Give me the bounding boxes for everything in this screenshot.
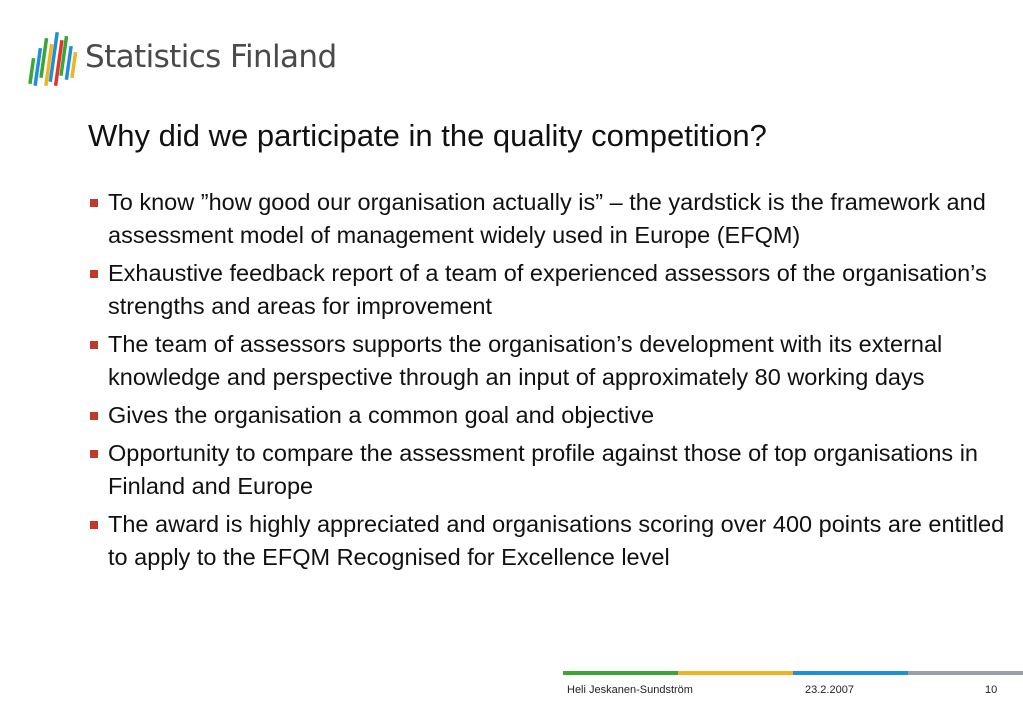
page-number: 10 [985, 684, 998, 696]
footer-date: 23.2.2007 [805, 684, 854, 696]
slide-title: Why did we participate in the quality competition? [88, 118, 767, 153]
bullet-text: To know ”how good our organisation actually is” – the yardstick is the framework and assessment model of management widely used in Europe (EFQM) [108, 189, 986, 248]
bullet-item [88, 399, 1008, 432]
bullet-text: Gives the organisation a common goal and objective [108, 402, 655, 428]
bullet-list [88, 186, 1008, 579]
bullet-text: Opportunity to compare the assessment profile against those of top organisations in Finland and Europe [108, 440, 978, 499]
footer-bar-gray [908, 671, 1023, 675]
bullet-text: Exhaustive feedback report of a team of experienced assessors of the organisation’s strengths and areas for improvement [108, 260, 987, 319]
bullet-item [88, 437, 1008, 503]
bullet-item [88, 508, 1008, 574]
bullet-text: The team of assessors supports the organisation’s development with its external knowledge and perspective through an input of approximately 80 working days [108, 331, 943, 390]
bullet-item [88, 186, 1008, 252]
square-bullet-icon [90, 270, 98, 278]
footer-bar-blue [793, 671, 908, 675]
logo-wordmark: Statistics Finland [85, 39, 337, 75]
square-bullet-icon [90, 450, 98, 458]
statistics-finland-logo [28, 28, 358, 92]
bullet-text: The award is highly appreciated and organisations scoring over 400 points are entitled to apply to the EFQM Recognised for Excellence level [108, 511, 1005, 570]
bullet-item [88, 257, 1008, 323]
square-bullet-icon [90, 521, 98, 529]
footer-color-bar [563, 671, 1023, 675]
footer-bar-yellow [678, 671, 793, 675]
statistics-finland-bars-icon [28, 28, 80, 92]
footer-author: Heli Jeskanen-Sundström [567, 684, 693, 696]
square-bullet-icon [90, 341, 98, 349]
square-bullet-icon [90, 199, 98, 207]
bullet-item [88, 328, 1008, 394]
footer-bar-green [563, 671, 678, 675]
square-bullet-icon [90, 412, 98, 420]
